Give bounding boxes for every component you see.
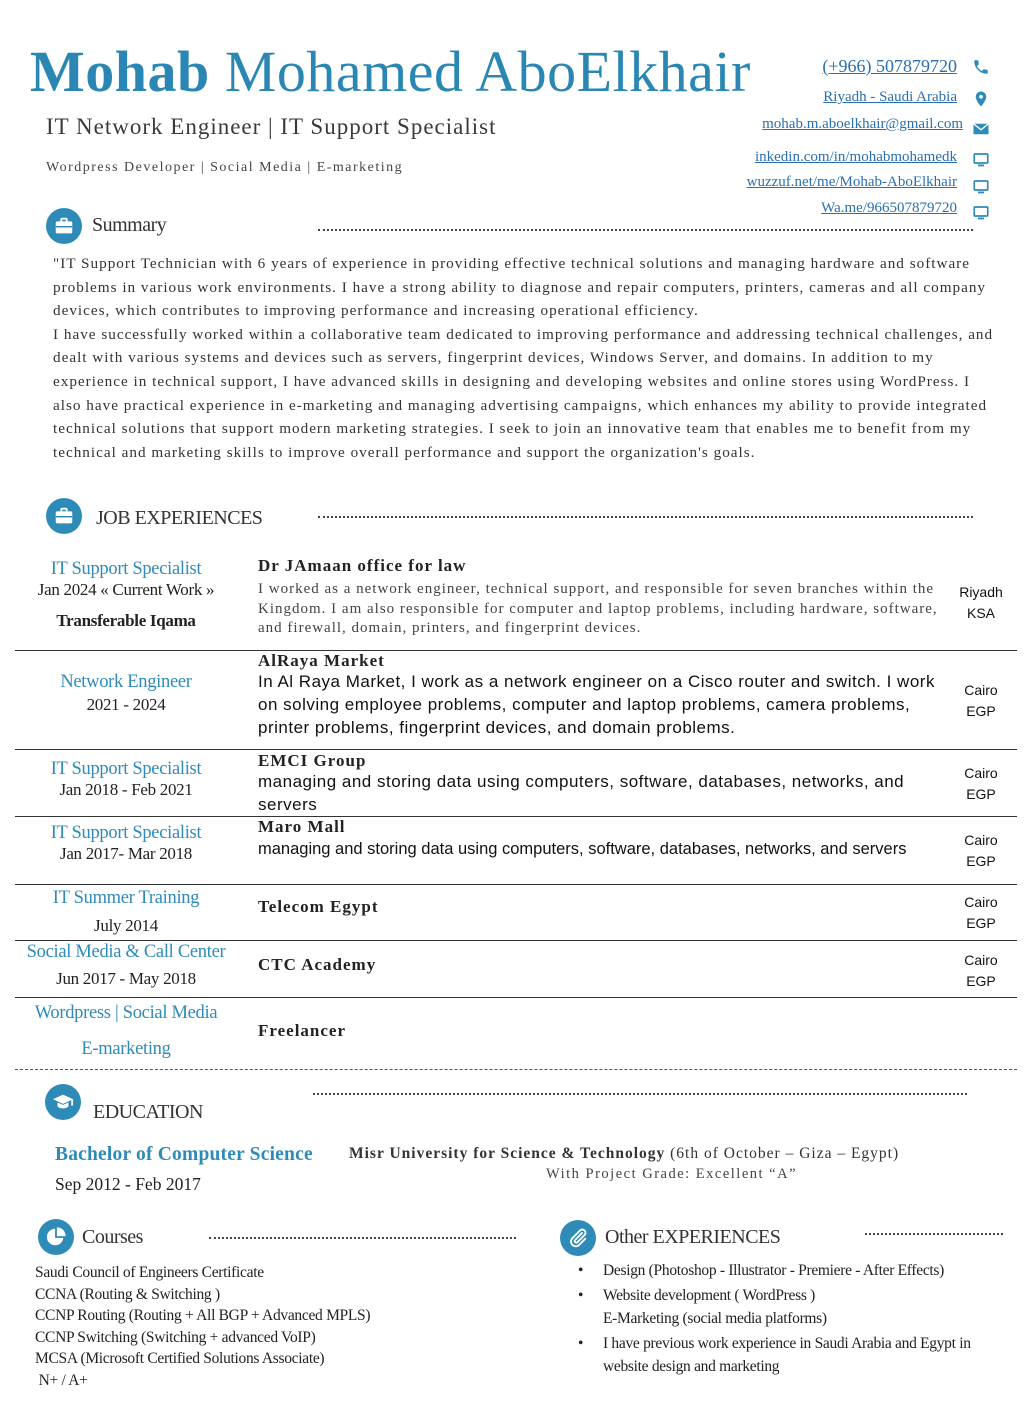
- envelope-icon: [972, 120, 990, 138]
- job-company: AlRaya Market: [258, 651, 385, 670]
- job-location-country: EGP: [966, 786, 996, 802]
- wuzzuf-link[interactable]: wuzzuf.net/me/Mohab-AboElkhair: [746, 174, 957, 190]
- job-location: [945, 830, 1017, 872]
- linkedin-link[interactable]: inkedin.com/in/mohabmohamedk: [754, 149, 957, 165]
- summary-heading: Summary: [92, 214, 167, 236]
- job-description: In Al Raya Market, I work as a network engineer on a Cisco router and switch. I work on solving employee problems, computer and laptop problems, camera problems, printer problems, fingerprint devices, and domain problems.: [258, 672, 935, 737]
- location-link[interactable]: Riyadh - Saudi Arabia: [823, 89, 957, 105]
- job-period: Jan 2017- Mar 2018: [60, 844, 192, 863]
- row-divider: [15, 749, 1017, 750]
- job-role: Social Media & Call Center: [26, 942, 226, 962]
- job-period: July 2014: [94, 916, 158, 935]
- job-role: IT Summer Training: [52, 888, 200, 908]
- graduation-cap-icon: [45, 1084, 81, 1120]
- pie-chart-icon: [38, 1219, 74, 1255]
- location-pin-icon: [972, 90, 990, 108]
- job-location-country: KSA: [966, 605, 995, 621]
- job-location-city: Cairo: [964, 832, 998, 848]
- first-name: Mohab: [30, 39, 210, 104]
- courses-heading: Courses: [82, 1226, 143, 1248]
- summary-paragraph-1: "IT Support Technician with 6 years of experience in providing effective technical solutions and managing hardware and software problems in various work environments. I have a strong ability to diagnose and repair computers, printers, cameras and all company devices, which contributes to improving performance and increasing operational efficiency.: [53, 255, 987, 320]
- job-role-line2: E-marketing: [81, 1039, 171, 1059]
- job-location-city: Cairo: [964, 952, 998, 968]
- job-location-city: Cairo: [964, 682, 998, 698]
- job-note: Transferable Iqama: [56, 611, 196, 630]
- job-location-country: EGP: [966, 973, 996, 989]
- job-role: IT Support Specialist: [50, 823, 202, 843]
- other-experiences-heading: Other EXPERIENCES: [605, 1226, 781, 1248]
- course-item: CCNA (Routing & Switching ): [35, 1285, 220, 1303]
- row-divider: [15, 884, 1017, 885]
- other-experience-item: • I have previous work experience in Saudi Arabia and Egypt in website design and marketing: [571, 1332, 1011, 1378]
- monitor-icon: [972, 151, 990, 169]
- phone-icon: [972, 58, 990, 76]
- row-divider: [15, 650, 1017, 651]
- other-experience-item: [571, 1284, 1011, 1330]
- job-role: Wordpress | Social Media: [34, 1003, 218, 1023]
- section-divider: [15, 1069, 1017, 1070]
- job-location-city: Riyadh: [959, 584, 1003, 600]
- divider: [318, 229, 973, 231]
- job-period: Jun 2017 - May 2018: [56, 969, 196, 988]
- other-experience-line: E-Marketing (social media platforms): [603, 1310, 827, 1327]
- job-role: IT Support Specialist: [50, 759, 202, 779]
- paperclip-icon: [560, 1220, 596, 1256]
- divider: [313, 1093, 967, 1095]
- summary-paragraph-2: I have successfully worked within a collaborative team dedicated to improving performance and addressing technical challenges, and dealt with various systems and devices such as servers, fingerprint devices, Windows Server, and domains. In addition to my experience in technical support, I have advanced skills in designing and developing websites and online stores using WordPress. I also have practical experience in e-marketing and managing advertising campaigns, which enhances my ability to provide integrated technical solutions that support modern marketing strategies. I seek to join an innovative team that enables me to benefit from my technical and marketing skills to improve overall performance and support the organization's goals.: [53, 325, 994, 461]
- phone-link[interactable]: (+966) 507879720: [822, 56, 957, 76]
- other-experience-line: • Website development ( WordPress ): [603, 1287, 816, 1304]
- courses-list: [35, 1262, 515, 1391]
- education-heading: EDUCATION: [93, 1101, 203, 1123]
- job-company: Maro Mall: [258, 817, 346, 836]
- job-location: [945, 892, 1017, 934]
- last-name: Mohamed AboElkhair: [224, 39, 751, 104]
- university-name: Misr University for Science & Technology: [349, 1145, 666, 1162]
- job-description: I worked as a network engineer, technical support, and responsible for seven branches within the Kingdom. I am also responsible for computer and laptop problems, including hardware, software, and firewall, domain, printers, and fingerprint devices.: [258, 581, 938, 636]
- job-location: [945, 680, 1017, 722]
- job-period: Jan 2018 - Feb 2021: [59, 780, 193, 799]
- job-title: IT Network Engineer | IT Support Specialist: [46, 114, 497, 139]
- job-location: [945, 950, 1017, 992]
- course-item: N+ / A+: [35, 1371, 88, 1389]
- job-company: Dr JAmaan office for law: [258, 556, 467, 575]
- whatsapp-link[interactable]: Wa.me/966507879720: [821, 200, 957, 216]
- other-experience-item: • Design (Photoshop - Illustrator - Premiere - After Effects): [571, 1259, 1011, 1282]
- job-description: managing and storing data using computers, software, databases, networks, and servers: [258, 840, 907, 858]
- degree: Bachelor of Computer Science: [55, 1144, 313, 1165]
- email-link[interactable]: mohab.m.aboelkhair@gmail.com: [762, 116, 963, 132]
- briefcase-icon: [46, 498, 82, 534]
- job-company: Freelancer: [258, 1021, 347, 1040]
- job-location-city: Cairo: [964, 894, 998, 910]
- job-period: Jan 2024 « Current Work »: [37, 580, 215, 599]
- job-location-country: EGP: [966, 853, 996, 869]
- row-divider: [15, 997, 1017, 998]
- job-role: Network Engineer: [60, 672, 192, 692]
- job-period: 2021 - 2024: [86, 695, 166, 714]
- divider: [209, 1237, 516, 1239]
- monitor-icon: [972, 178, 990, 196]
- job-location-country: EGP: [966, 915, 996, 931]
- summary-text: [53, 252, 998, 464]
- course-item: Saudi Council of Engineers Certificate: [35, 1264, 264, 1281]
- university-location: (6th of October – Giza – Egypt): [670, 1145, 900, 1162]
- monitor-icon: [972, 204, 990, 222]
- full-name: [30, 38, 751, 105]
- job-company: Telecom Egypt: [258, 897, 379, 916]
- briefcase-icon: [46, 208, 82, 244]
- project-grade: With Project Grade: Excellent “A”: [545, 1166, 798, 1182]
- job-location: [945, 763, 1017, 805]
- university-line: [349, 1145, 899, 1163]
- course-item: CCNP Switching (Switching + advanced VoIP): [35, 1328, 316, 1346]
- job-company: EMCI Group: [258, 751, 367, 770]
- job-subtitle: Wordpress Developer | Social Media | E-marketing: [46, 160, 404, 175]
- divider: [865, 1233, 1003, 1235]
- divider: [318, 516, 973, 518]
- course-item: MCSA (Microsoft Certified Solutions Associate): [35, 1350, 325, 1367]
- job-company: CTC Academy: [258, 955, 377, 974]
- job-location: [945, 582, 1017, 624]
- job-role: IT Support Specialist: [50, 559, 202, 579]
- job-location-country: EGP: [966, 703, 996, 719]
- job-description: managing and storing data using computers, software, databases, networks, and servers: [258, 772, 905, 814]
- other-experiences-list: [571, 1259, 1011, 1380]
- row-divider: [15, 816, 1017, 817]
- education-period: Sep 2012 - Feb 2017: [55, 1174, 201, 1194]
- jobs-heading: JOB EXPERIENCES: [96, 507, 263, 529]
- job-location-city: Cairo: [964, 765, 998, 781]
- course-item: CCNP Routing (Routing + All BGP + Advanced MPLS): [35, 1307, 371, 1324]
